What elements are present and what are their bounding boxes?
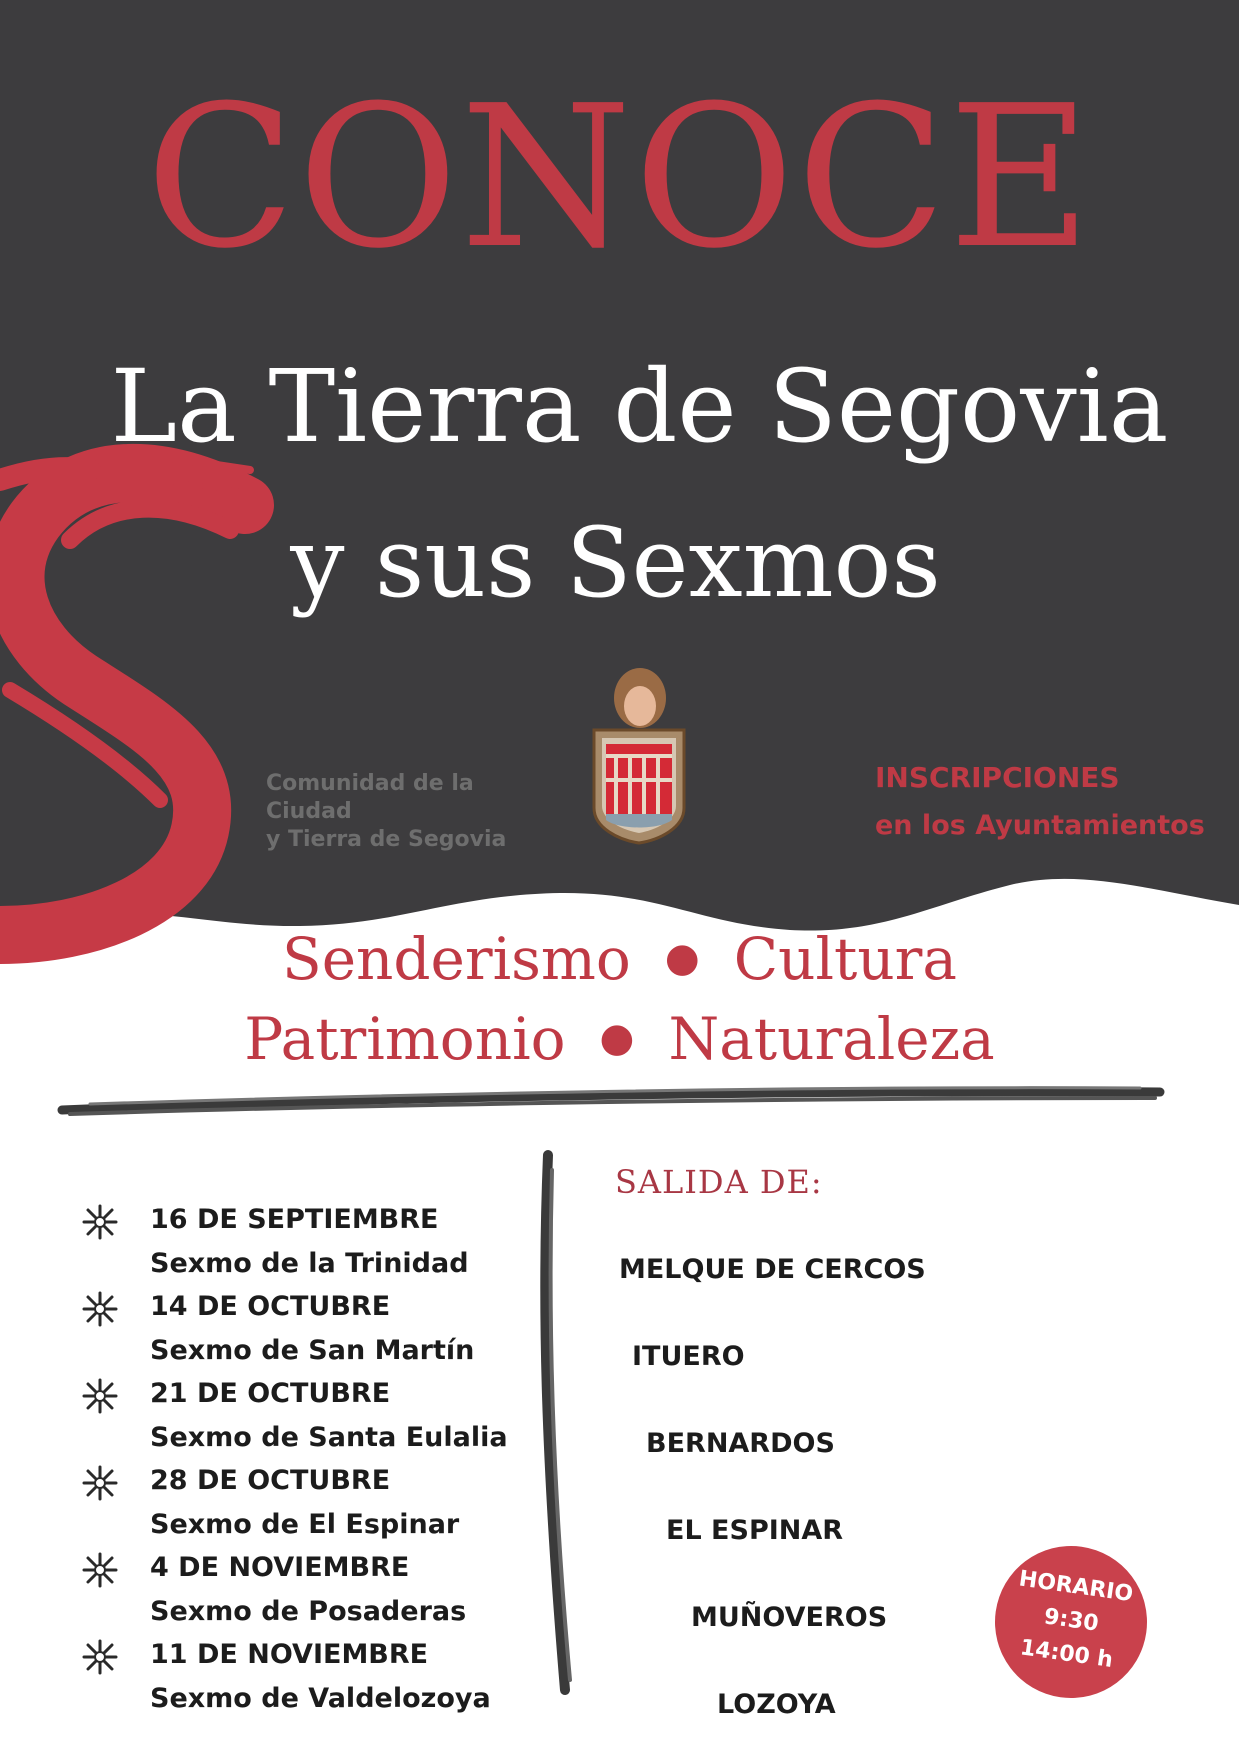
activity-label: Senderismo <box>282 925 631 993</box>
schedule-sexmo: Sexmo de Santa Eulalia <box>150 1422 508 1453</box>
subtitle-line-2: y sus Sexmos <box>290 507 941 619</box>
schedule-list <box>82 1200 542 1722</box>
bullet-dot-icon: ● <box>599 1014 635 1061</box>
schedule-item <box>82 1374 542 1461</box>
activities-row-1 <box>0 924 1239 999</box>
schedule-date: 4 DE NOVIEMBRE <box>150 1552 410 1583</box>
schedule-item <box>82 1287 542 1374</box>
schedule-date: 21 DE OCTUBRE <box>150 1378 391 1409</box>
subtitle-line-1: La Tierra de Segovia <box>110 348 1169 465</box>
schedule-sexmo: Sexmo de El Espinar <box>150 1509 460 1540</box>
schedule-item <box>82 1200 542 1287</box>
activity-label: Patrimonio <box>244 1005 566 1073</box>
schedule-sexmo: Sexmo de Posaderas <box>150 1596 467 1627</box>
schedule-date: 14 DE OCTUBRE <box>150 1291 391 1322</box>
hours-start: 9:30 <box>1042 1604 1101 1637</box>
snowflake-bullet-icon <box>82 1552 118 1588</box>
organization-name <box>266 770 526 854</box>
registration-subtitle: en los Ayuntamientos <box>875 810 1205 841</box>
departure-title: SALIDA DE: <box>615 1163 823 1201</box>
bullet-dot-icon: ● <box>664 934 700 981</box>
schedule-sexmo: Sexmo de la Trinidad <box>150 1248 469 1279</box>
registration-title: INSCRIPCIONES <box>875 761 1120 794</box>
departure-town: BERNARDOS <box>646 1428 835 1459</box>
departure-town: LOZOYA <box>717 1689 836 1720</box>
schedule-item <box>82 1461 542 1548</box>
snowflake-bullet-icon <box>82 1291 118 1327</box>
schedule-sexmo: Sexmo de San Martín <box>150 1335 475 1366</box>
registration-info <box>875 754 1215 850</box>
brush-divider <box>62 1088 1160 1114</box>
schedule-date: 28 DE OCTUBRE <box>150 1465 391 1496</box>
hours-end: 14:00 h <box>1018 1635 1115 1674</box>
schedule-date: 11 DE NOVIEMBRE <box>150 1639 429 1670</box>
organization-name-line-1: Comunidad de la Ciudad <box>266 771 474 824</box>
departure-town: ITUERO <box>632 1341 745 1372</box>
departure-town: EL ESPINAR <box>666 1515 844 1546</box>
snowflake-bullet-icon <box>82 1639 118 1675</box>
snowflake-bullet-icon <box>82 1378 118 1414</box>
snowflake-bullet-icon <box>82 1465 118 1501</box>
organization-name-line-2: y Tierra de Segovia <box>266 827 507 852</box>
activity-label: Cultura <box>733 925 957 993</box>
schedule-item <box>82 1548 542 1635</box>
departure-town: MUÑOVEROS <box>691 1602 888 1633</box>
snowflake-bullet-icon <box>82 1204 118 1240</box>
activity-label: Naturaleza <box>668 1005 995 1073</box>
hours-title: HORARIO <box>1017 1566 1135 1608</box>
activities-row-2 <box>0 1004 1239 1079</box>
departure-town: MELQUE DE CERCOS <box>619 1254 926 1285</box>
schedule-item <box>82 1635 542 1722</box>
schedule-sexmo: Sexmo de Valdelozoya <box>150 1683 491 1714</box>
page-title: CONOCE <box>145 64 1094 292</box>
schedule-date: 16 DE SEPTIEMBRE <box>150 1204 439 1235</box>
vertical-brush-divider <box>545 1155 570 1690</box>
